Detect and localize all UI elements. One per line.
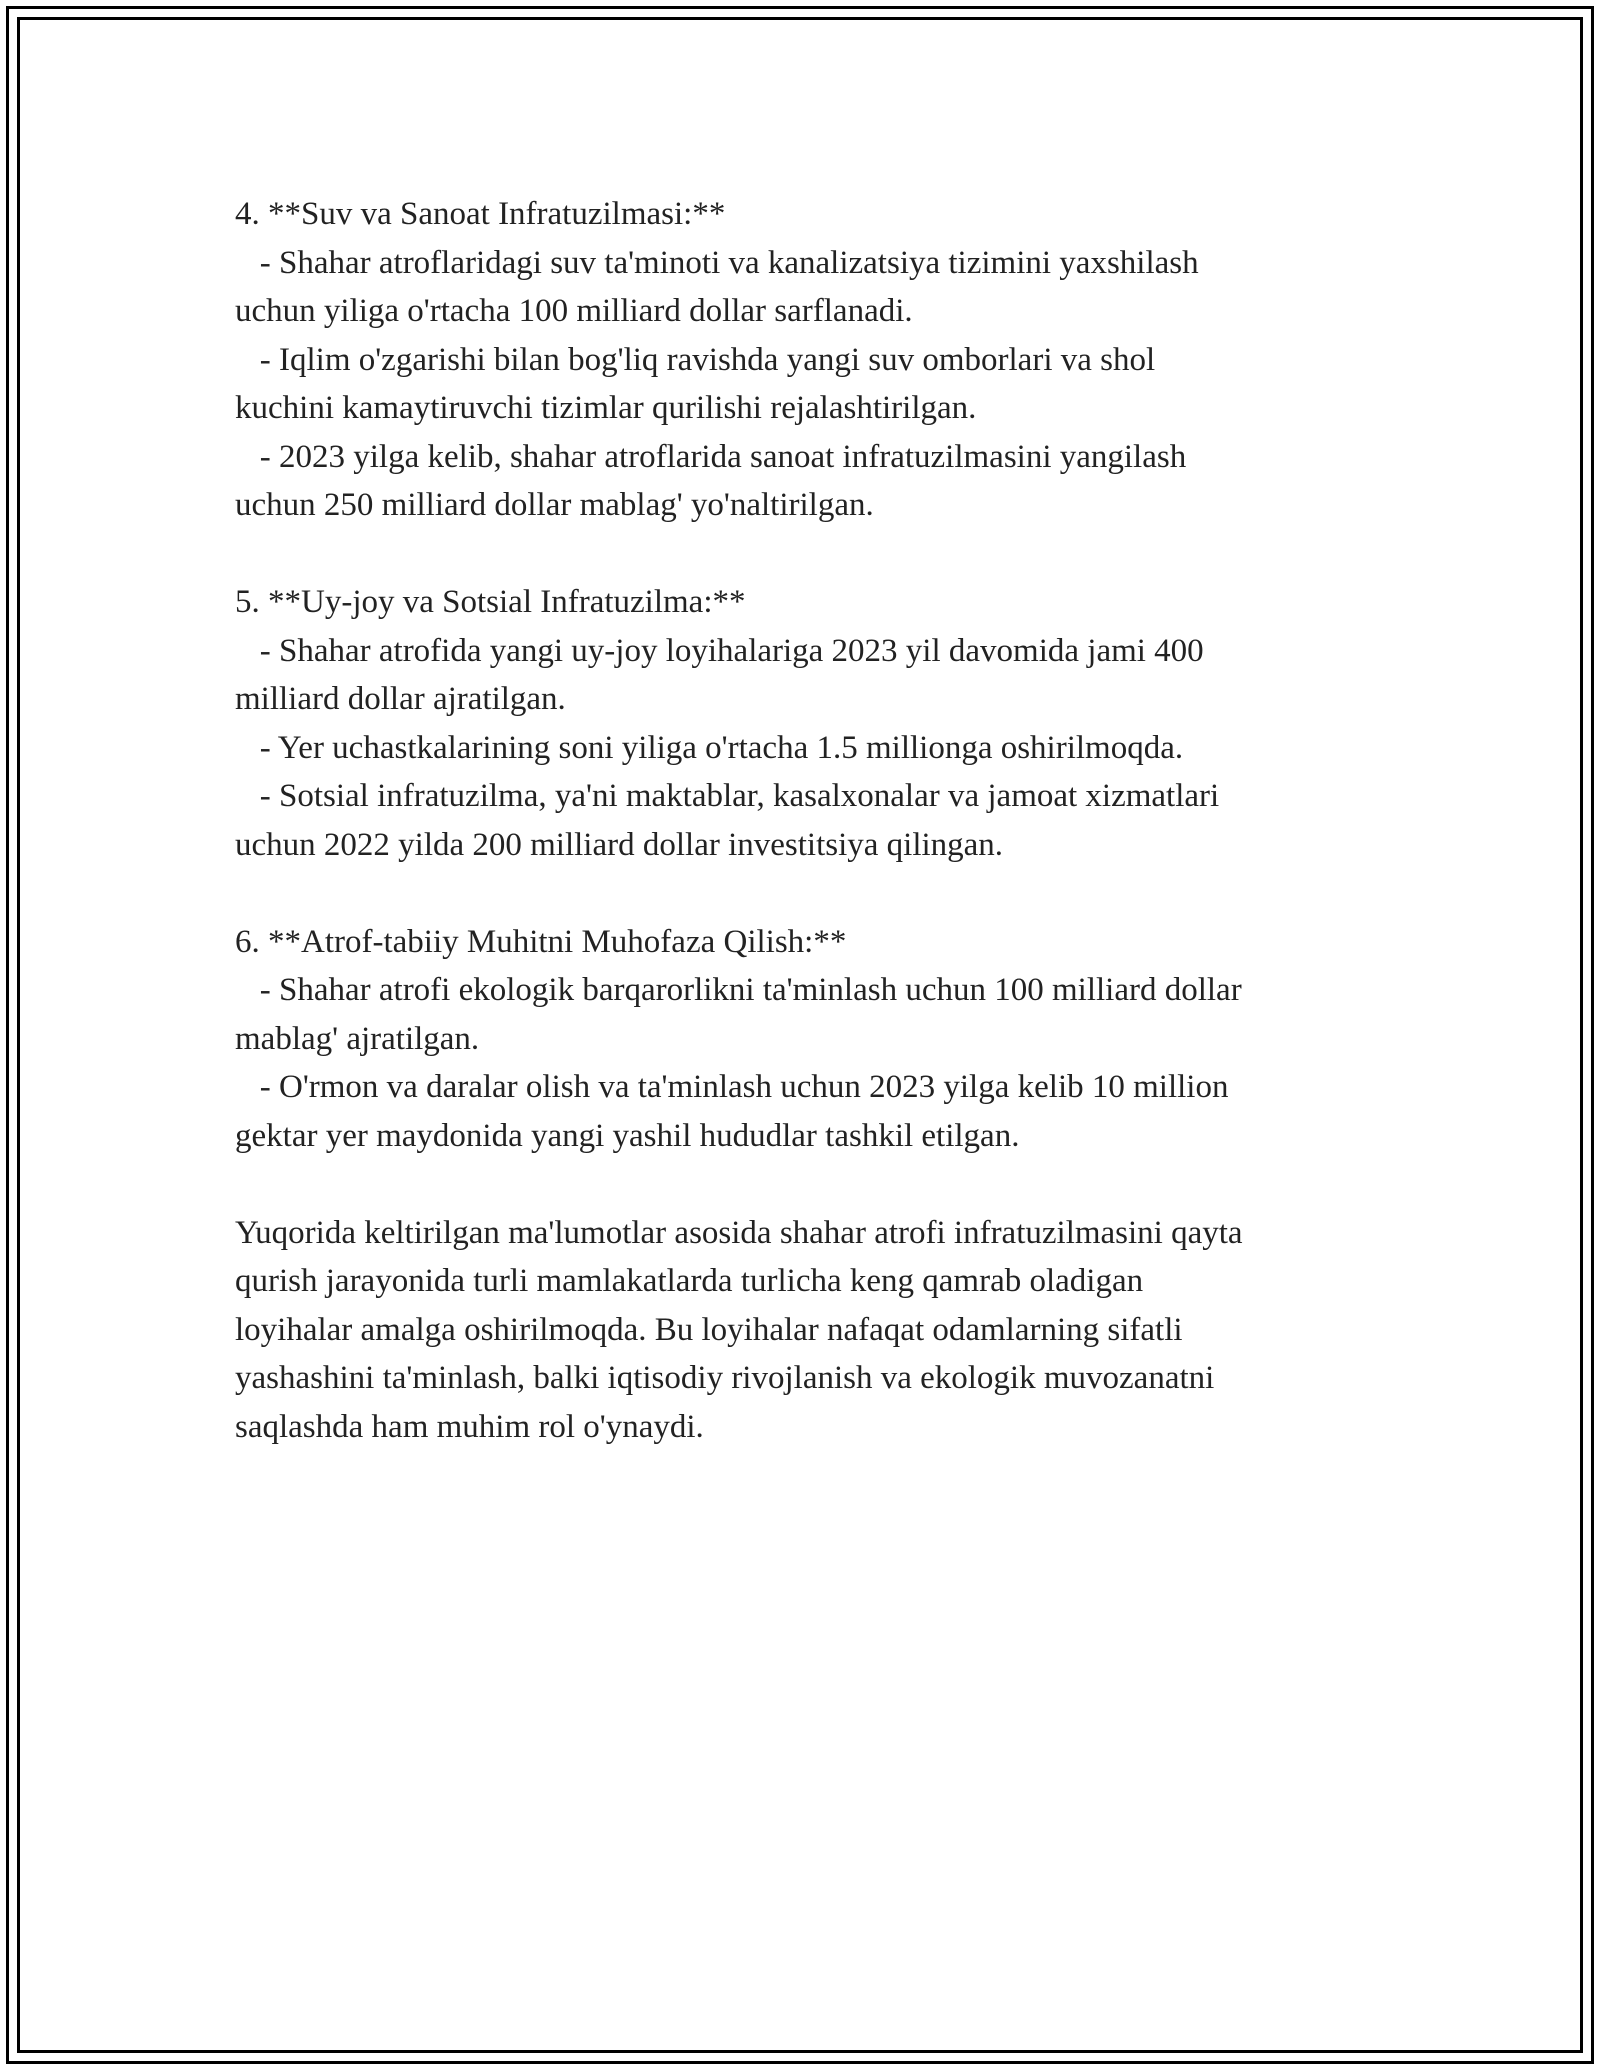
text-line: - Shahar atrofida yangi uy-joy loyihalariga 2023 yil davomida jami 400 (235, 632, 1204, 669)
paragraph-gap (235, 530, 1385, 579)
text-line: - Sotsial infratuzilma, ya'ni maktablar, kasalxonalar va jamoat xizmatlari (235, 778, 1220, 814)
text-line: qurish jarayonida turli mamlakatlarda turlicha keng qamrab oladigan (235, 1263, 1144, 1299)
section-water-industry (235, 190, 1385, 530)
text-line: milliard dollar ajratilgan. (235, 681, 566, 717)
paragraph-gap (235, 869, 1385, 918)
text-line: Yuqorida keltirilgan ma'lumotlar asosida shahar atrofi infratuzilmasini qayta (235, 1214, 1243, 1251)
document-body (235, 190, 1385, 1451)
text-line: kuchini kamaytiruvchi tizimlar qurilishi rejalashtirilgan. (235, 390, 977, 426)
text-line: uchun 2022 yilda 200 milliard dollar investitsiya qilingan. (235, 826, 1004, 863)
text-line: gektar yer maydonida yangi yashil hududlar tashkil etilgan. (235, 1117, 1020, 1154)
section-environment (235, 918, 1385, 1161)
text-line: - Yer uchastkalarining soni yiliga o'rtacha 1.5 millionga oshirilmoqda. (235, 729, 1184, 766)
text-line: saqlashda ham muhim rol o'ynaydi. (235, 1408, 704, 1445)
text-line: mablag' ajratilgan. (235, 1020, 480, 1057)
paragraph-gap (235, 1160, 1385, 1209)
text-line: - O'rmon va daralar olish va ta'minlash uchun 2023 yilga kelib 10 million (235, 1069, 1229, 1105)
text-line: yashashini ta'minlash, balki iqtisodiy rivojlanish va ekologik muvozanatni (235, 1360, 1215, 1396)
text-line: - 2023 yilga kelib, shahar atroflarida sanoat infratuzilmasini yangilash (235, 438, 1187, 475)
section-heading: 4. **Suv va Sanoat Infratuzilmasi:** (235, 196, 726, 232)
text-line: uchun yiliga o'rtacha 100 milliard dollar sarflanadi. (235, 293, 913, 329)
text-line: - Shahar atrofi ekologik barqarorlikni ta'minlash uchun 100 milliard dollar (235, 972, 1242, 1008)
section-heading: 5. **Uy-joy va Sotsial Infratuzilma:** (235, 584, 746, 620)
section-heading: 6. **Atrof-tabiiy Muhitni Muhofaza Qilish:** (235, 923, 847, 960)
section-housing-social (235, 578, 1385, 869)
conclusion-paragraph (235, 1209, 1385, 1452)
text-line: uchun 250 milliard dollar mablag' yo'naltirilgan. (235, 487, 874, 523)
text-line: - Iqlim o'zgarishi bilan bog'liq ravishda yangi suv omborlari va shol (235, 341, 1156, 378)
text-line: - Shahar atroflaridagi suv ta'minoti va kanalizatsiya tizimini yaxshilash (235, 244, 1199, 281)
text-line: loyihalar amalga oshirilmoqda. Bu loyihalar nafaqat odamlarning sifatli (235, 1311, 1183, 1348)
